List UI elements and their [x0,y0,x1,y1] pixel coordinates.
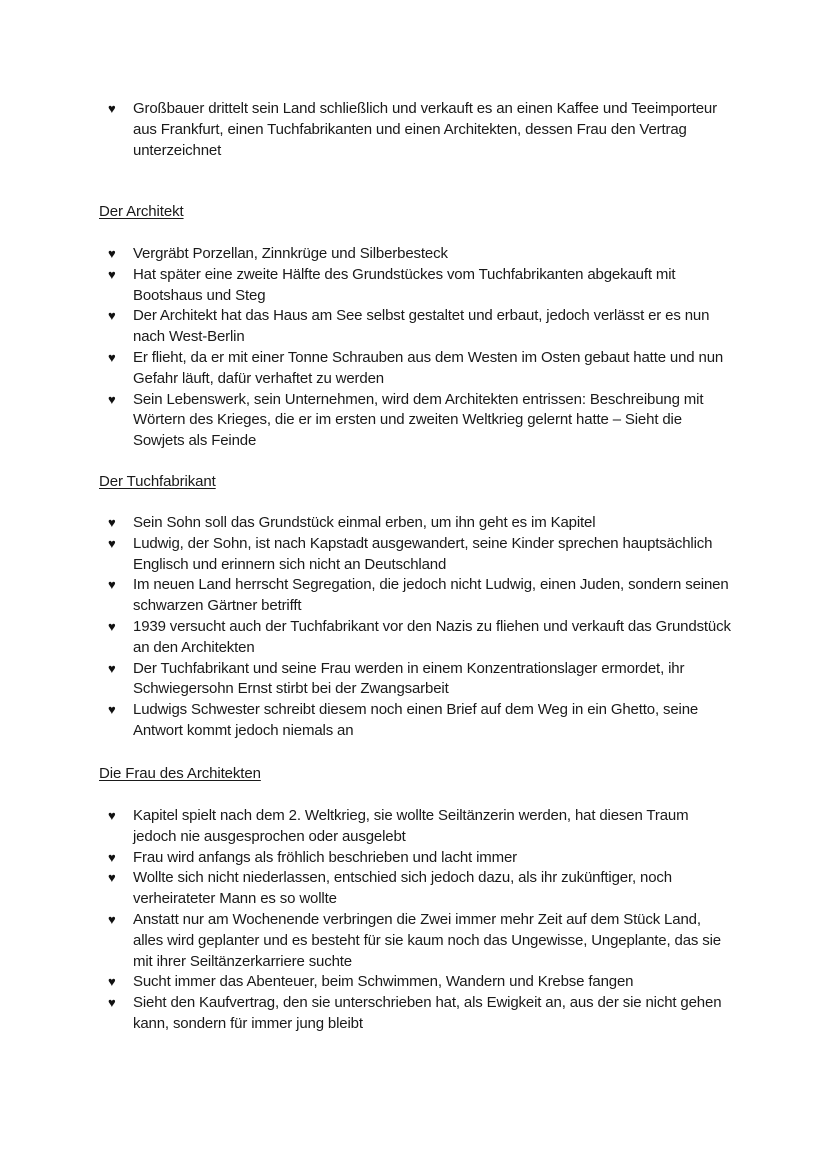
heart-bullet-icon: ♥ [108,870,116,886]
heart-bullet-icon: ♥ [108,808,116,823]
list-item [0,806,733,848]
heart-bullet-icon: ♥ [108,995,116,1011]
heart-bullet-icon: ♥ [108,308,116,324]
list-item-text: Vergräbt Porzellan, Zinnkrüge und Silberbesteck [133,245,448,262]
frau-bullet-list [0,806,828,1035]
list-item-text: Ludwigs Schwester schreibt diesem noch einen Brief auf dem Weg in ein Ghetto, seine Antwort kommt jedoch niemals an [133,701,699,739]
list-item [0,972,733,993]
list-item-text: Wollte sich nicht niederlassen, entschied sich jedoch dazu, als ihr zukünftiger, noch verheirateter Mann es so wollte [133,869,672,908]
list-item [0,306,733,348]
list-item [0,848,733,869]
heart-bullet-icon: ♥ [108,349,116,365]
list-item-text: Sieht den Kaufvertrag, den sie unterschrieben hat, als Ewigkeit an, aus der sie nicht gehen kann, sondern für immer jung bleibt [133,994,722,1032]
heart-bullet-icon: ♥ [108,515,116,530]
section-heading-tuchfabrikant: Der Tuchfabrikant [99,473,216,490]
list-item [0,910,733,972]
list-item [0,617,733,659]
tuchfabrikant-bullet-list [0,513,828,742]
list-item [0,868,733,910]
list-item-text: Hat später eine zweite Hälfte des Grundstückes vom Tuchfabrikanten abgekauft mit Bootshaus und Steg [133,265,676,304]
heart-bullet-icon: ♥ [108,577,116,593]
heart-bullet-icon: ♥ [108,660,116,676]
list-item-text: Kapitel spielt nach dem 2. Weltkrieg, sie wollte Seiltänzerin werden, hat diesen Traum jedoch nie ausgesprochen oder ausgelebt [133,807,689,845]
architekt-bullet-list [0,244,828,452]
heart-bullet-icon: ♥ [108,391,116,407]
heart-bullet-icon: ♥ [108,911,116,927]
section-heading-frau-des-architekten: Die Frau des Architekten [99,765,261,782]
list-item [0,99,733,161]
list-item-text: Er flieht, da er mit einer Tonne Schrauben aus dem Westen im Osten gebaut hatte und nun Gefahr läuft, dafür verhaftet zu werden [133,348,724,387]
heart-bullet-icon: ♥ [108,702,116,718]
section-heading-architekt: Der Architekt [99,203,184,220]
list-item [0,513,733,534]
intro-bullet-list [0,99,828,161]
list-item-text: Sein Sohn soll das Grundstück einmal erben, um ihn geht es im Kapitel [133,514,596,531]
heart-bullet-icon: ♥ [108,246,116,261]
list-item-text: Der Architekt hat das Haus am See selbst gestaltet und erbaut, jedoch verlässt er es nun nach West-Berlin [133,307,710,346]
list-item-text: Anstatt nur am Wochenende verbringen die Zwei immer mehr Zeit auf dem Stück Land, alles wird geplanter und es besteht für sie kaum noch das Ungewisse, Ungeplante, das sie mit ihrer Seiltänzerkarriere suchte [133,910,721,970]
list-item-text: Frau wird anfangs als fröhlich beschrieben und lacht immer [133,848,517,866]
list-item [0,390,733,452]
list-item [0,244,733,265]
list-item-text: Der Tuchfabrikant und seine Frau werden in einem Konzentrationslager ermordet, ihr Schwiegersohn Ernst stirbt bei der Zwangsarbeit [133,659,685,698]
list-item [0,265,733,307]
list-item-text: Ludwig, der Sohn, ist nach Kapstadt ausgewandert, seine Kinder sprechen hauptsächlich Englisch und erinnern sich nicht an Deutschland [133,534,713,573]
heart-bullet-icon: ♥ [108,101,116,116]
heart-bullet-icon: ♥ [108,266,116,282]
list-item-text: Im neuen Land herrscht Segregation, die jedoch nicht Ludwig, einen Juden, sondern seinen schwarzen Gärtner betrifft [133,576,729,615]
list-item-text: Sucht immer das Abenteuer, beim Schwimmen, Wandern und Krebse fangen [133,973,634,991]
list-item [0,534,733,576]
list-item [0,575,733,617]
list-item [0,348,733,390]
list-item [0,993,733,1035]
list-item [0,700,733,742]
list-item-text: Großbauer drittelt sein Land schließlich und verkauft es an einen Kaffee und Teeimporteur aus Frankfurt, einen Tuchfabrikanten und einen Architekten, dessen Frau den Vertrag unterzeichnet [133,100,717,159]
heart-bullet-icon: ♥ [108,849,116,865]
heart-bullet-icon: ♥ [108,618,116,634]
list-item [0,659,733,701]
heart-bullet-icon: ♥ [108,535,116,551]
list-item-text: Sein Lebenswerk, sein Unternehmen, wird dem Architekten entrissen: Beschreibung mit Wörtern des Krieges, die er im ersten und zweiten Weltkrieg gelernt hatte – Sieht die Sowjets als Feinde [133,390,704,450]
heart-bullet-icon: ♥ [108,974,116,990]
list-item-text: 1939 versucht auch der Tuchfabrikant vor den Nazis zu fliehen und verkauft das Grundstück an den Architekten [133,617,731,656]
